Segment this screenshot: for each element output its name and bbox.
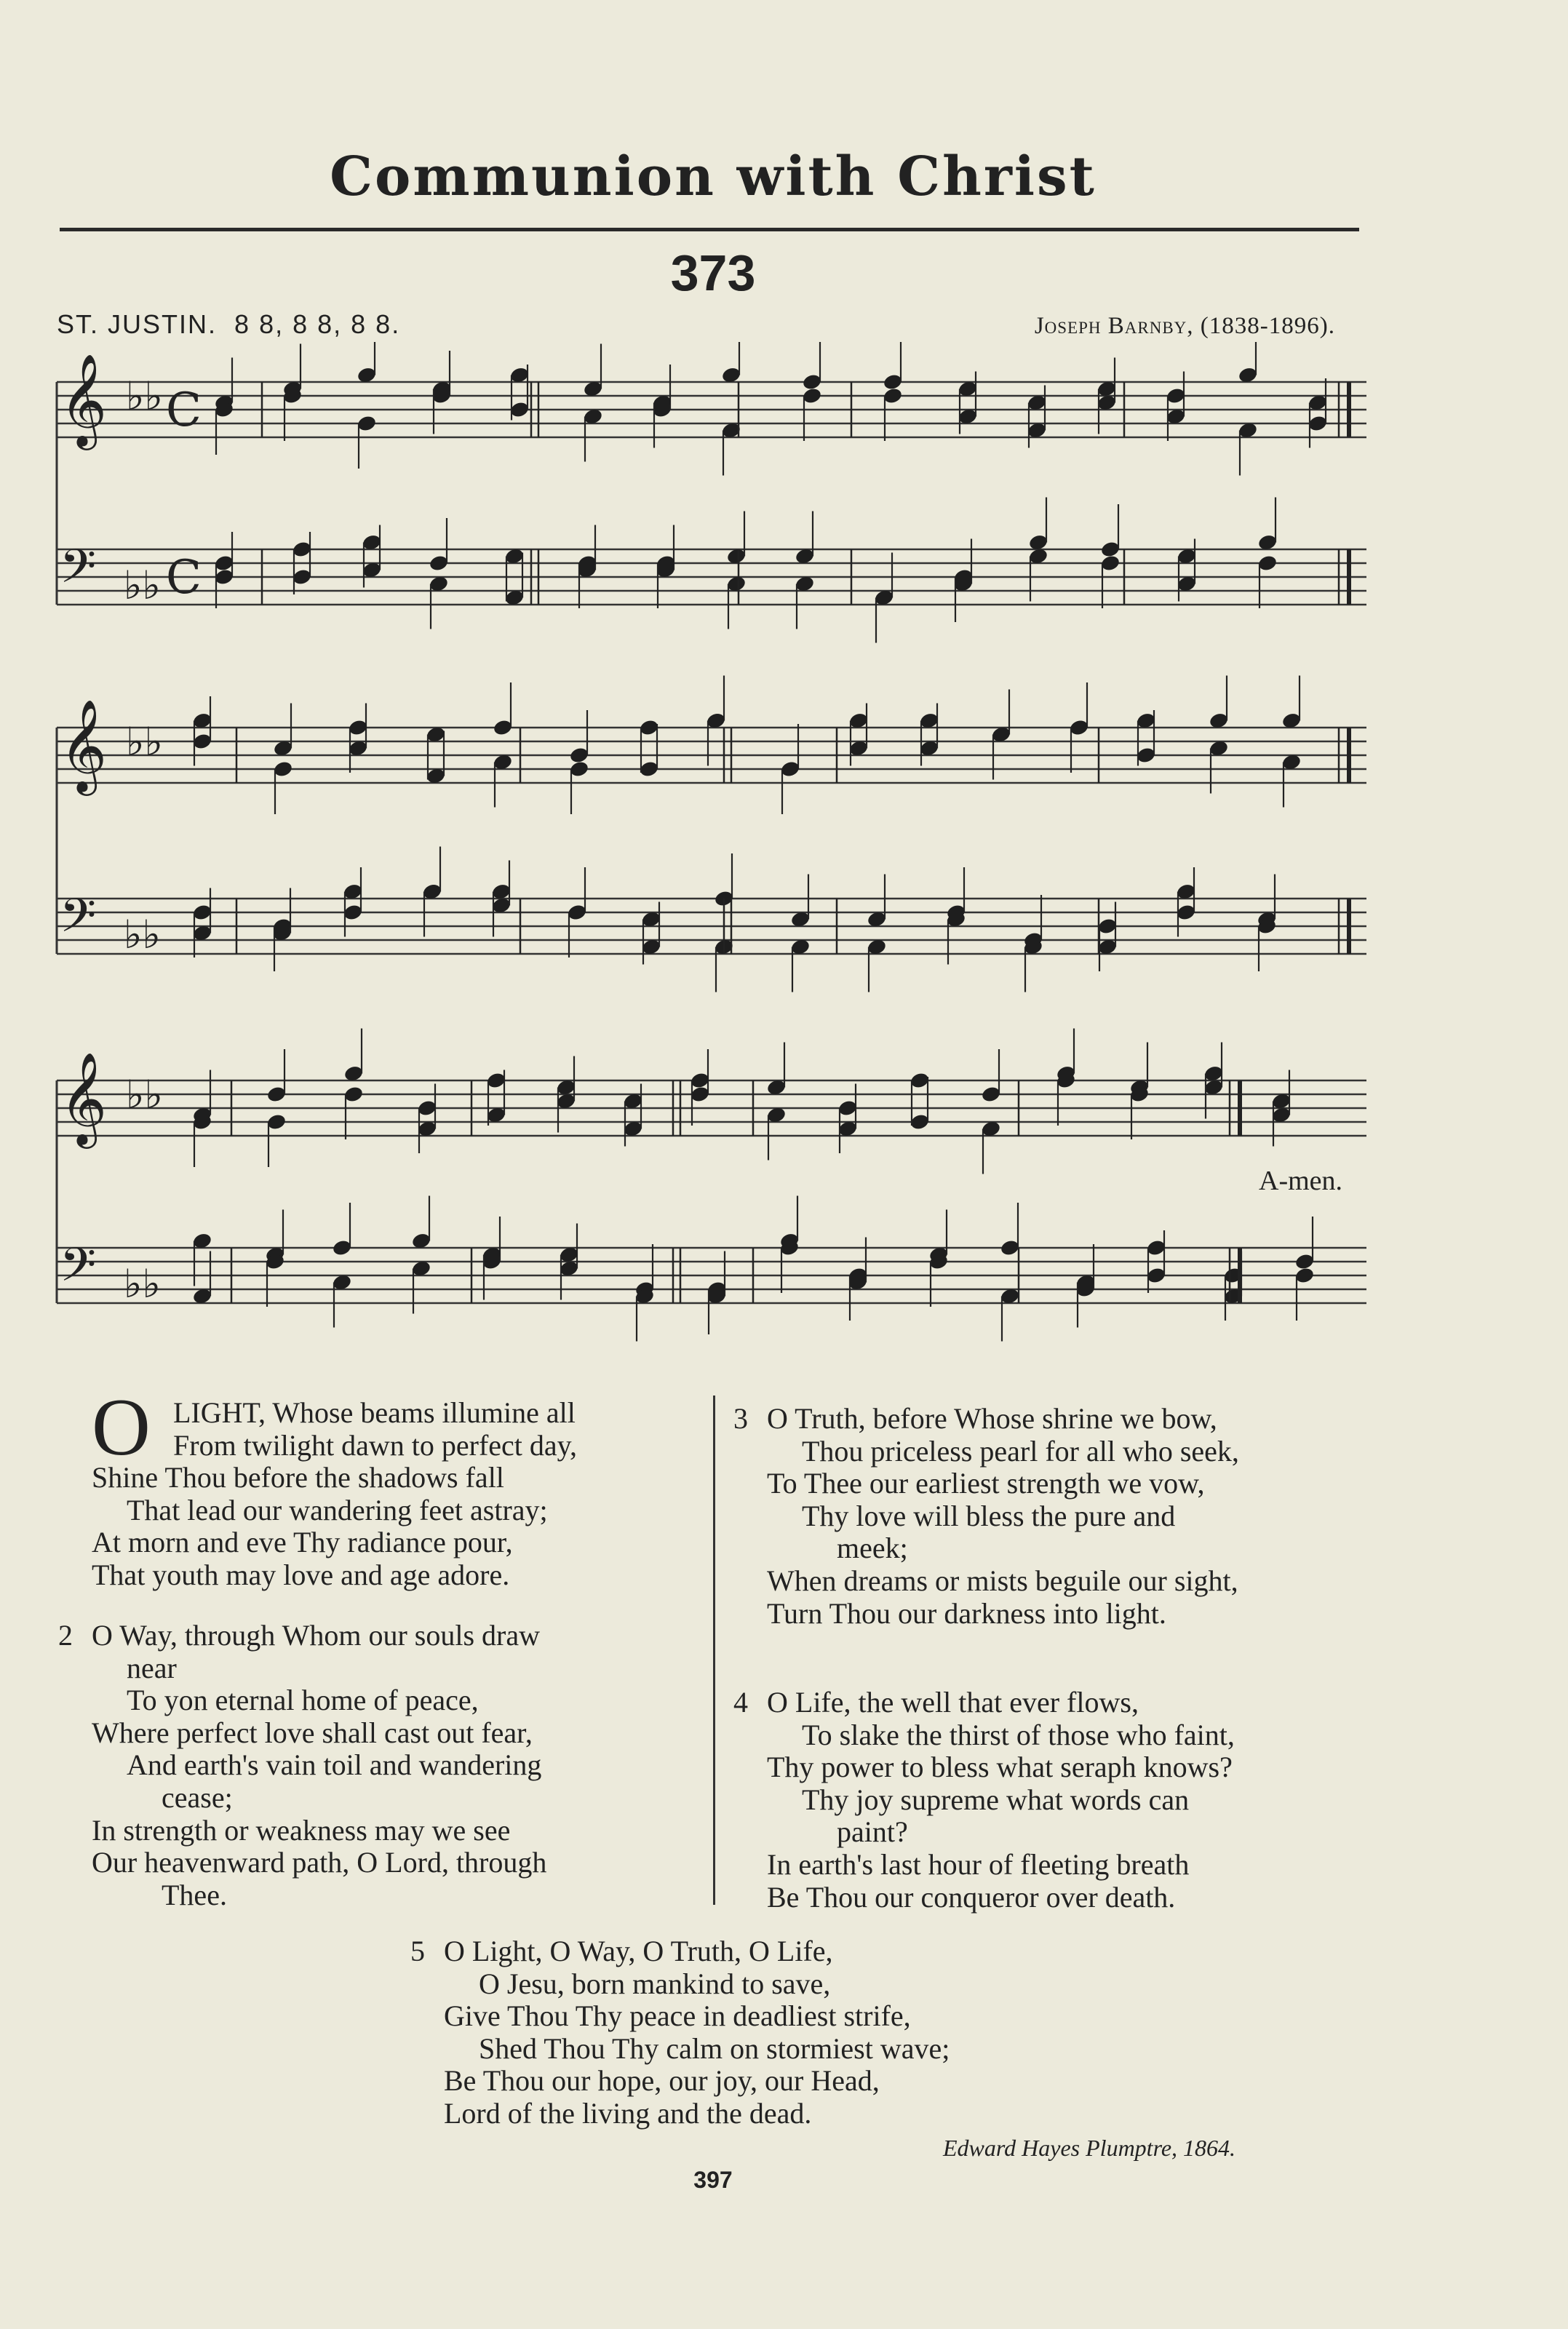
verse-line: Give Thou Thy peace in deadliest strife, [444, 1999, 911, 2033]
verse-line: meek; [837, 1532, 908, 1565]
verse-line: In earth's last hour of fleeting breath [767, 1847, 1190, 1881]
svg-text:𝄞: 𝄞 [60, 1051, 108, 1144]
verse-number: 3 [733, 1402, 748, 1435]
verse-line: Shine Thou before the shadows fall [92, 1461, 504, 1494]
verse-3 [733, 1403, 1239, 1630]
verse-line: paint? [837, 1815, 908, 1849]
tune-name: ST. JUSTIN. [57, 309, 218, 339]
svg-text:𝄢: 𝄢 [60, 1238, 97, 1304]
svg-text:♭♭: ♭♭ [124, 912, 161, 958]
svg-text:C: C [166, 551, 202, 605]
verse-number: 4 [733, 1686, 748, 1719]
verse-line: Our heavenward path, O Lord, through [92, 1846, 547, 1879]
staff-systems [57, 342, 1366, 1342]
verse-line: O Way, through Whom our souls draw [92, 1619, 540, 1652]
column-rule [713, 1396, 715, 1905]
verse-line: cease; [162, 1780, 233, 1814]
composer: Joseph Barnby, (1838-1896). [1034, 313, 1335, 339]
svg-text:♭♭: ♭♭ [124, 562, 161, 608]
verse-number: 5 [410, 1935, 425, 1967]
verse-line: To slake the thirst of those who faint, [802, 1718, 1235, 1751]
verse-2 [58, 1620, 546, 1911]
music-score [0, 342, 1568, 1361]
svg-text:𝄞: 𝄞 [60, 353, 108, 446]
verse-number: 2 [58, 1619, 73, 1652]
verse-5 [410, 1935, 950, 2130]
verse-line: In strength or weakness may we see [92, 1813, 511, 1847]
verse-line: Turn Thou our darkness into light. [767, 1596, 1166, 1630]
meter: 8 8, 8 8, 8 8. [234, 309, 401, 339]
svg-text:C: C [166, 383, 202, 437]
staff-system [57, 1029, 1366, 1342]
svg-text:♭♭: ♭♭ [126, 719, 163, 765]
verse-line: When dreams or mists beguile our sight, [767, 1564, 1238, 1597]
verse-line: To Thee our earliest strength we vow, [767, 1467, 1205, 1500]
svg-text:♭♭: ♭♭ [124, 1261, 161, 1307]
verse-line: Thy joy supreme what words can [802, 1783, 1190, 1816]
svg-text:𝄢: 𝄢 [60, 540, 97, 605]
page-number: 397 [693, 2167, 733, 2193]
verse-4 [733, 1687, 1235, 1914]
verse-line: That youth may love and age adore. [92, 1558, 510, 1591]
verse-line: O Truth, before Whose shrine we bow, [767, 1402, 1217, 1435]
verse-line: LIGHT, Whose beams illumine all [173, 1396, 576, 1429]
drop-cap: O [92, 1382, 151, 1473]
verse-line: Thee. [162, 1878, 227, 1911]
amen-text: A-men. [1259, 1166, 1343, 1196]
staff-system [57, 342, 1366, 643]
verse-line: At morn and eve Thy radiance pour, [92, 1526, 513, 1559]
verse-1 [92, 1397, 577, 1592]
verse-line: Be Thou our conqueror over death. [767, 1880, 1176, 1914]
svg-text:𝄞: 𝄞 [60, 698, 108, 792]
verse-line: Thy love will bless the pure and [802, 1499, 1176, 1532]
verse-line: O Life, the well that ever flows, [767, 1686, 1139, 1719]
verse-line: And earth's vain toil and wandering [127, 1748, 542, 1782]
verse-line: O Jesu, born mankind to save, [479, 1967, 831, 2000]
verse-line: From twilight dawn to perfect day, [173, 1428, 578, 1462]
svg-text:♭♭: ♭♭ [126, 1072, 163, 1118]
verse-line: near [127, 1651, 177, 1684]
section-title: Communion with Christ [330, 146, 1097, 208]
author-credit: Edward Hayes Plumptre, 1864. [943, 2135, 1236, 2161]
verse-line: Thy power to bless what seraph knows? [767, 1751, 1233, 1784]
tune-line [57, 309, 400, 340]
verse-line: To yon eternal home of peace, [127, 1684, 479, 1717]
staff-system [57, 676, 1366, 992]
verse-line: Thou priceless pearl for all who seek, [802, 1434, 1239, 1468]
hymn-number: 373 [670, 244, 756, 301]
svg-text:♭♭: ♭♭ [126, 373, 163, 419]
verse-line: Be Thou our hope, our joy, our Head, [444, 2064, 880, 2098]
verse-line: Shed Thou Thy calm on stormiest wave; [479, 2031, 950, 2065]
verse-line: Where perfect love shall cast out fear, [92, 1716, 533, 1749]
title-rule [60, 228, 1359, 231]
verse-line: Lord of the living and the dead. [444, 2096, 812, 2130]
verse-line: O Light, O Way, O Truth, O Life, [444, 1935, 833, 1967]
verse-line: That lead our wandering feet astray; [127, 1493, 548, 1526]
svg-text:𝄢: 𝄢 [60, 889, 97, 955]
